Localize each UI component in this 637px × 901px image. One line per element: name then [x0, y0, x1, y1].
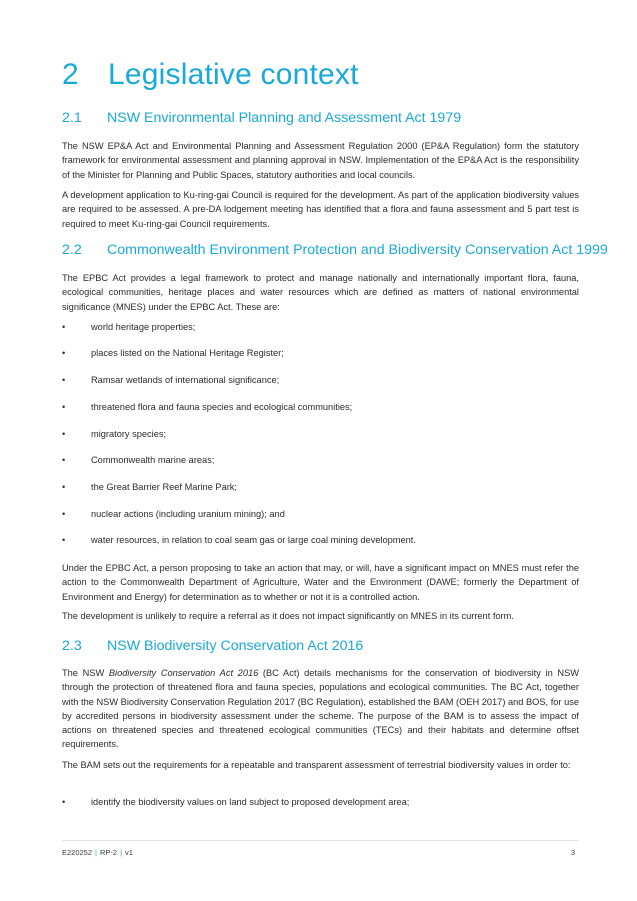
list-item-text: migratory species; — [91, 429, 167, 439]
page-number: 3 — [570, 848, 575, 857]
list-item-text: threatened flora and fauna species and ecological communities; — [91, 402, 353, 412]
bullet-marker: • — [62, 429, 66, 439]
footer-separator: | — [120, 848, 123, 857]
list-item — [62, 320, 195, 334]
list-item — [62, 480, 237, 494]
list-item-text: places listed on the National Heritage Register; — [91, 348, 284, 358]
section-number: 2.3 — [62, 638, 82, 654]
list-item — [62, 533, 416, 547]
paragraph-text: The NSW — [62, 668, 109, 678]
paragraph-text: (BC Act) details mechanisms for the conservation of biodiversity in NSW through the protection of threatened flora and fauna species, populations and ecological communities. The BC Act, together with the NSW Biodiversity Conservation Regulation 2017 (BC Regulation), established the BAM (OEH 2017) and BOS, for use by accredited persons in biodiversity assessment under the scheme. The purpose of the BAM is to assess the impact of actions on threatened species and threatened ecological communities (TECs) and their habitats and determine offset requirements. — [62, 668, 579, 750]
section-number: 2.1 — [62, 110, 82, 126]
section-title: NSW Biodiversity Conservation Act 2016 — [107, 638, 364, 654]
footer-doc: RP-2 — [99, 848, 118, 857]
bullet-marker: • — [62, 375, 66, 385]
chapter-title: Legislative context — [108, 58, 359, 91]
section-heading-2-1 — [62, 110, 461, 126]
bullet-marker: • — [62, 535, 66, 545]
list-item — [62, 427, 166, 441]
list-item-text: identify the biodiversity values on land subject to proposed development area; — [91, 797, 410, 807]
list-item — [62, 346, 284, 360]
section-heading-2-3 — [62, 638, 363, 654]
paragraph: The EPBC Act provides a legal framework to protect and manage nationally and internationally important flora, fauna, ecological communities, heritage places and water resources which are defined as matters of national environmental significance (MNES) under the EPBC Act. These are: — [62, 273, 579, 312]
list-item-text: nuclear actions (including uranium mining); and — [91, 509, 285, 519]
section-title: Commonwealth Environment Protection and Biodiversity Conservation Act 1999 — [107, 242, 608, 258]
list-item — [62, 400, 352, 414]
chapter-number: 2 — [62, 58, 79, 91]
footer-separator: | — [95, 848, 97, 857]
paragraph: Under the EPBC Act, a person proposing to take an action that may, or will, have a significant impact on MNES must refer the action to the Commonwealth Department of Agriculture, Water and the Environment (DAWE; formerly the Department of Environment and Energy) for determination as to whether or not it is a controlled action. — [62, 563, 579, 602]
bullet-marker: • — [62, 455, 66, 465]
act-title-italic: Biodiversity Conservation Act 2016 — [108, 668, 259, 678]
list-item-text: Commonwealth marine areas; — [91, 455, 215, 465]
bullet-marker: • — [62, 348, 66, 358]
footer-ref: E220252 — [62, 848, 93, 857]
footer-version: v1 — [125, 848, 133, 857]
list-item-text: water resources, in relation to coal seam gas or large coal mining development. — [91, 535, 416, 545]
list-item-text: the Great Barrier Reef Marine Park; — [91, 482, 237, 492]
bullet-marker: • — [62, 402, 66, 412]
list-item-text: Ramsar wetlands of international significance; — [91, 375, 280, 385]
paragraph — [62, 666, 579, 752]
list-item — [62, 373, 279, 387]
section-title: NSW Environmental Planning and Assessment Act 1979 — [107, 110, 462, 126]
list-item — [62, 507, 285, 521]
paragraph: The BAM sets out the requirements for a repeatable and transparent assessment of terrestrial biodiversity values in order to: — [62, 760, 571, 770]
footer-reference — [62, 848, 133, 857]
bullet-marker: • — [62, 797, 66, 807]
section-heading-2-2 — [62, 242, 608, 258]
paragraph: A development application to Ku-ring-gai Council is required for the development. As part of the application biodiversity values are required to be assessed. A pre-DA lodgement meeting has identified that a flora and fauna assessment and 5 part test is required to meet Ku-ring-gai Council requirements. — [62, 190, 579, 229]
bullet-marker: • — [62, 509, 66, 519]
list-item — [62, 795, 409, 809]
section-number: 2.2 — [62, 242, 82, 258]
bullet-marker: • — [62, 482, 66, 492]
list-item — [62, 453, 214, 467]
bullet-marker: • — [62, 322, 66, 332]
paragraph: The development is unlikely to require a referral as it does not impact significantly on MNES in its current form. — [62, 611, 514, 621]
footer-divider — [62, 840, 579, 841]
chapter-heading — [62, 58, 359, 92]
list-item-text: world heritage properties; — [91, 322, 196, 332]
paragraph: The NSW EP&A Act and Environmental Planning and Assessment Regulation 2000 (EP&A Regulation) form the statutory framework for environmental assessment and planning approval in NSW. Implementation of the EP&A Act is the responsibility of the Minister for Planning and Public Spaces, statutory authorities and local councils. — [62, 141, 579, 180]
